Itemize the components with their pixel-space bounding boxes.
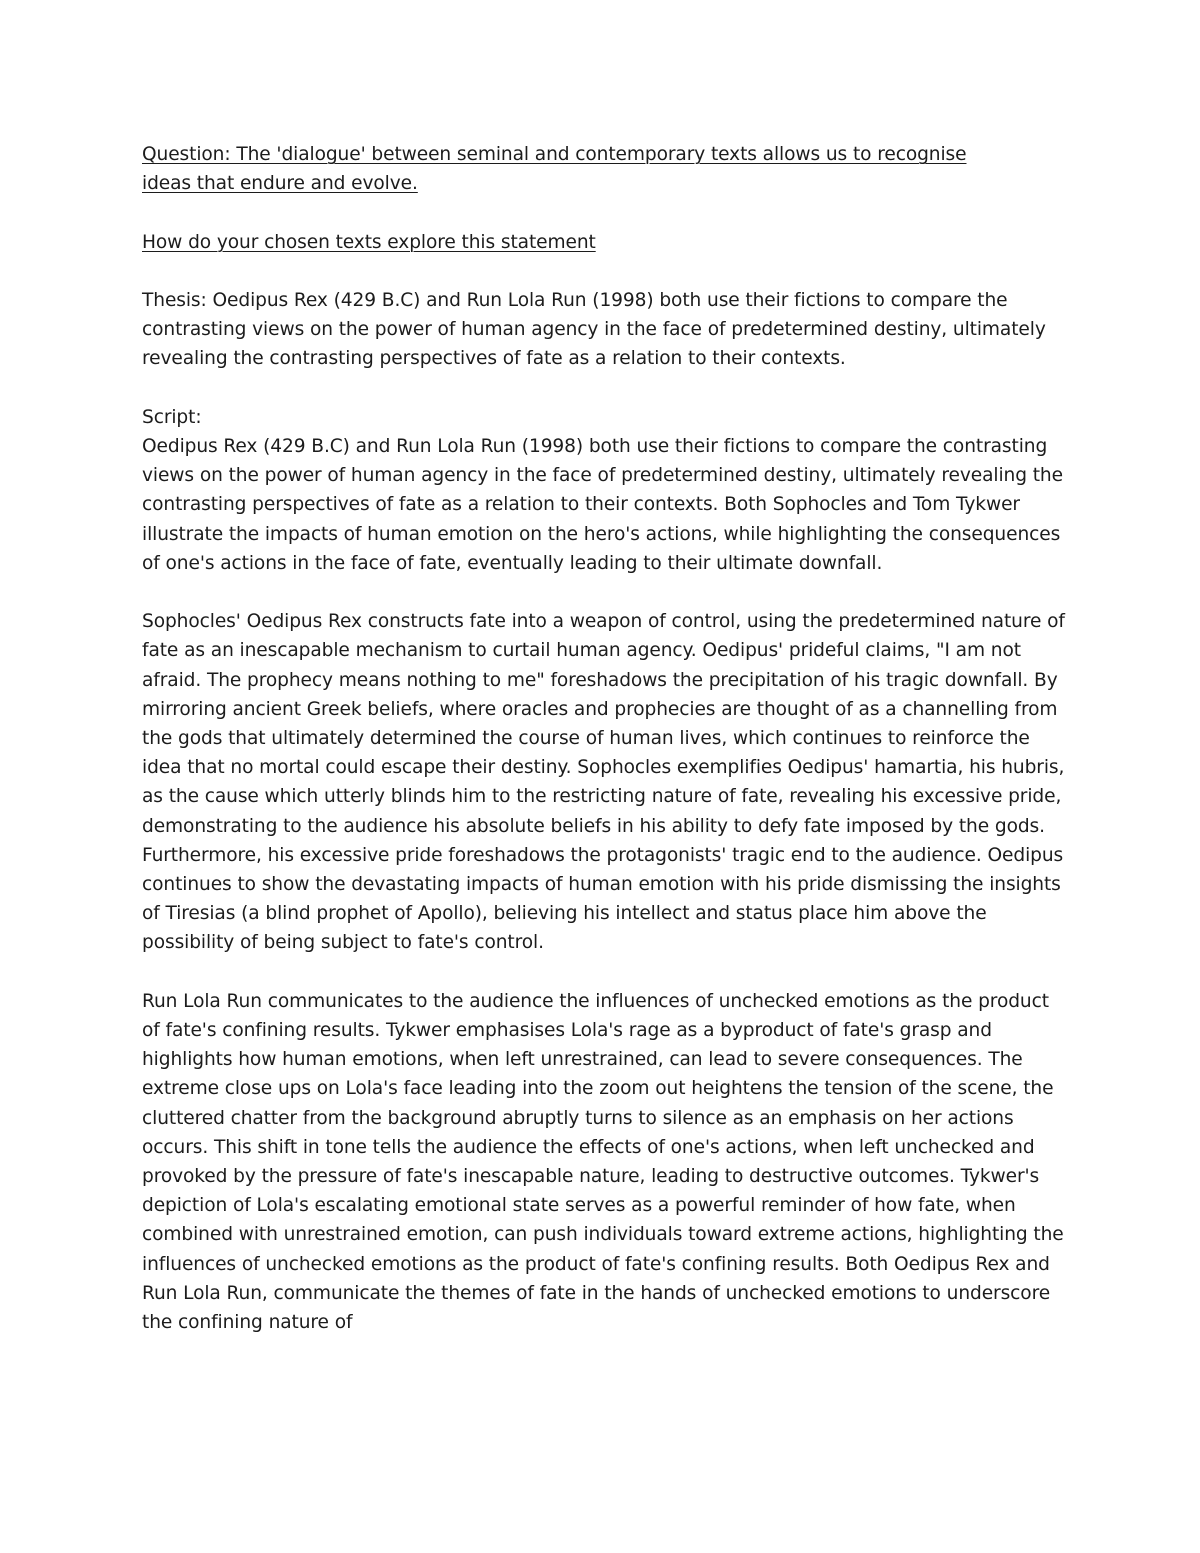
prompt-line: How do your chosen texts explore this statement bbox=[142, 231, 596, 253]
lola-paragraph: Run Lola Run communicates to the audience the influences of unchecked emotions as the product of fate's confining results. Tykwer emphasises Lola's rage as a byproduct of fate's grasp and highlights how human emotions, when left unrestrained, can lead to severe consequences. The extreme close ups on Lola's face leading into the zoom out heightens the tension of the scene, the cluttered chatter from the background abruptly turns to silence as an emphasis on her actions occurs. This shift in tone tells the audience the effects of one's actions, when left unchecked and provoked by the pressure of fate's inescapable nature, leading to destructive outcomes. Tykwer's depiction of Lola's escalating emotional state serves as a powerful reminder of how fate, when combined with unrestrained emotion, can push individuals toward extreme actions, highlighting the influences of unchecked emotions as the product of fate's confining results. Both Oedipus Rex and Run Lola Run, communicate the themes of fate in the hands of unchecked emotions to underscore the confining nature of bbox=[142, 990, 1064, 1334]
spacer bbox=[142, 257, 1072, 286]
question-line-1: Question: The 'dialogue' between seminal and contemporary texts allows us to recognise bbox=[142, 144, 967, 165]
thesis-paragraph: Thesis: Oedipus Rex (429 B.C) and Run Lola Run (1998) both use their fictions to compare the contrasting views on the power of human agency in the face of predetermined destiny, ultimately revealing the contrasting perspectives of fate as a relation to their contexts. bbox=[142, 289, 1046, 370]
question-line-2: ideas that endure and evolve. bbox=[142, 173, 418, 195]
script-label: Script: bbox=[142, 406, 202, 428]
spacer bbox=[142, 374, 1072, 403]
script-intro-paragraph: Oedipus Rex (429 B.C) and Run Lola Run (1998) both use their fictions to compare the contrasting views on the power of human agency in the face of predetermined destiny, ultimately revealing the contrasting perspectives of fate as a relation to their contexts. Both Sophocles and Tom Tykwer illustrate the impacts of human emotion on the hero's actions, while highlighting the consequences of one's actions in the face of fate, eventually leading to their ultimate downfall. bbox=[142, 435, 1063, 574]
oedipus-paragraph: Sophocles' Oedipus Rex constructs fate into a weapon of control, using the predetermined nature of fate as an inescapable mechanism to curtail human agency. Oedipus' prideful claims, "I am not afraid. The prophecy means nothing to me" foreshadows the precipitation of his tragic downfall. By mirroring ancient Greek beliefs, where oracles and prophecies are thought of as a channelling from the gods that ultimately determined the course of human lives, which continues to reinforce the idea that no mortal could escape their destiny. Sophocles exemplifies Oedipus' hamartia, his hubris, as the cause which utterly blinds him to the restricting nature of fate, revealing his excessive pride, demonstrating to the audience his absolute beliefs in his ability to defy fate imposed by the gods. Furthermore, his excessive pride foreshadows the protagonists' tragic end to the audience. Oedipus continues to show the devastating impacts of human emotion with his pride dismissing the insights of Tiresias (a blind prophet of Apollo), believing his intellect and status place him above the possibility of being subject to fate's control. bbox=[142, 611, 1065, 954]
spacer bbox=[142, 198, 1072, 227]
spacer bbox=[142, 578, 1072, 607]
spacer bbox=[142, 958, 1072, 987]
document-body bbox=[142, 140, 1072, 1337]
